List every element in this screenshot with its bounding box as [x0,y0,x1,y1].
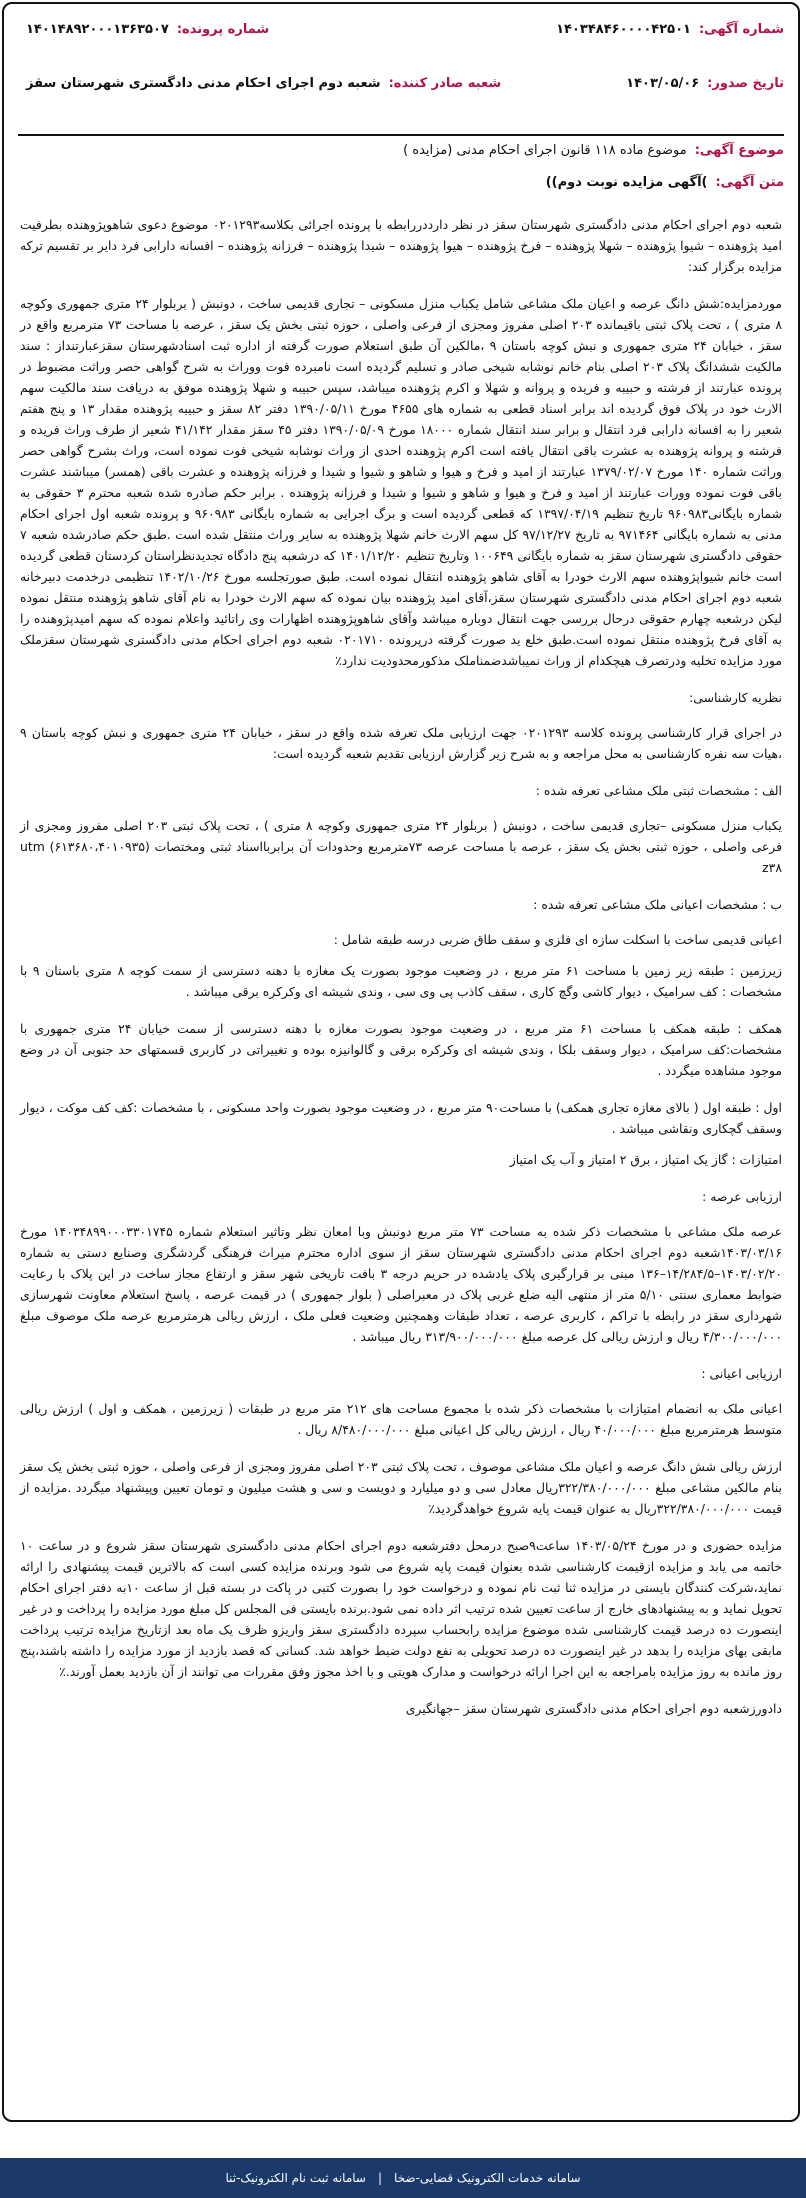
case-number: ۱۴۰۱۴۸۹۲۰۰۰۱۳۶۳۵۰۷ [26,22,169,37]
case-number-row [26,22,269,37]
subject-label: موضوع آگهی: [694,142,784,158]
issue-date-label: تاریخ صدور: [707,76,784,91]
land-evaluation-paragraph: عرصه ملک مشاعی با مشخصات ذکر شده به مساحت ۷۳ متر مربع دونبش وبا امعان نظر وتاثیر استعلام شماره ۱۴۰۳۴۸۹۹۰۰۰۳۳۰۱۷۴۵ مورخ ۱۴۰۳/۰۳/۱۶شعبه دوم اجرای احکام مدنی دادگستری شهرستان سقز از سوی اداره محترم میراث فرهنگی گردشگری وصنایع دستی به شماره ۱۴۰۳/۰۲/۲۰–۱۴/۲۸۴/۵–۱۳۶ مبنی بر قرارگیری پلاک یادشده در حریم درجه ۳ بافت تاریخی شهر سقز و ارتفاع مجاز ساخت در این پلاک با رعایت ضوابط معماری سنتی ۵/۱۰ متر از منتهی الیه ضلع غربی پلاک در معبراصلی ( بلوار جمهوری ) در قیمت عرصه ، پاسخ استعلام معاونت شهرسازی شهرداری سقز در رابطه با تراکم ، کاربری عرصه ، تعداد طبقات وهمچنین وضعیت فعلی ملک ، ارزش ریالی هرمترمربع عرصه ملک موصوف مبلغ ۴/۳۰۰/۰۰۰/۰۰۰ ریال و ارزش ریالی کل عرصه مبلغ ۳۱۳/۹۰۰/۰۰۰/۰۰۰ ریال میباشد . [20,1224,782,1344]
building-evaluation-paragraph: اعیانی ملک به انضمام امتیازات با مشخصات ذکر شده با مجموع مساحت های ۲۱۲ متر مربع در طبقات ( زیرزمین ، همکف و اول ) ارزش ریالی متوسط هرمترمربع مبلغ ۴۰/۰۰۰/۰۰۰ ریال ، ارزش ریالی کل اعیانی مبلغ ۸/۴۸۰/۰۰۰/۰۰۰ ریال . [20,1401,783,1437]
issuer: شعبه دوم اجرای احکام مدنی دادگستری شهرستان سقز [26,76,381,91]
building-specs-paragraph: اعیانی قدیمی ساخت با اسکلت سازه ای فلزی و سقف طاق ضربی درسه طبقه شامل : [333,932,782,947]
auction-subject-paragraph: موردمزایده:شش دانگ عرصه و اعیان ملک مشاعی شامل یکباب منزل مسکونی – تجاری قدیمی ساخت ، دونبش ( بربلوار ۲۴ متری جمهوری وکوچه ۸ متری ) ، تحت پلاک ثبتی باقیمانده ۲۰۳ اصلی مفروز ومجزی از فرعی واصلی ، حوزه ثبتی بخش یک سقز ، عرصه با مساحت ۷۳ مترمربع واقع در سقز ، خیابان ۲۴ متری جمهوری و نبش کوچه باستان ۹ ،مالکین آن طبق استعلام صورت گرفته از اداره ثبت اسنادشهرستان سقزعبارتنداز : سند مالکیت ششدانگ پلاک ۲۰۳ اصلی بنام خانم نوشابه شیخی صادر و تسلیم گردیده است نامبرده فوت ووراث به شرح گواهی حصر وراثت مضبوط در پرونده عبارتند از فرشته و حبیبه و فریده و پروانه و شهلا و اکرم پژوهنده میباشد، سپس حبیبه و شهلا پژوهنده موفق به دریافت سند مالکیت سهم الارث خود در پلاک فوق گردیده اند برابر اسناد قطعی به شماره های ۴۶۵۵ مورخ ۱۳۹۰/۰۵/۱۱ دفتر ۸۲ سقز و حبیبه پژوهنده مقدار ۱۳ و پنج هفتم شعیر را به افسانه دارابی فرد انتقال و برابر سند انتقال شماره ۱۸۰۰۰ مورخ ۱۳۹۰/۰۵/۰۹ دفتر ۴۵ سقز مقدار ۴۱/۱۴۲ شعیر از طرف وراث فریده و فرشته و پروانه پژوهنده به عشرت باقی انتقال یافته است اکرم پژوهنده احدی از وراث نوشابه شیخی فوت نموده است، وراث بشرح گواهی حصر وراثت شماره ۱۴۰ مورخ ۱۳۷۹/۰۲/۰۷ عبارتند از امید و فرخ و هیوا و شاهو و شیوا و شیدا و فرزانه پژوهنده و عشرت باقی (همسر) میباشند عشرت باقی فوت نموده وورات عبارتند از امید و فرخ و هیوا و شاهو و شیوا و شیدا و فرزانه پژوهنده . برابر حکم صادره شده شعبه محترم ۳ حقوقی به شماره بایگانی۹۶۰۹۸۳ تاریخ تنظیم ۱۳۹۷/۰۴/۱۹ که قطعی گردیده است و برگ اجرایی به شماره بایگانی ۹۶۰۹۸۳ و پرونده شعبه اول اجرای احکام مدنی به شماره بایگانی ۹۷۱۴۶۴ به تاریخ ۹۷/۱۲/۲۷ کل سهم الارث خانم شهلا پژوهنده به سایر وراث منتقل شده است .طبق حکم صادرشده شعبه ۷ حقوقی دادگستری شهرستان سقز به شماره بایگانی ۱۰۰۶۴۹ وتاریخ تنظیم ۱۴۰۱/۱۲/۲۰ که درشعبه پنج دادگاه تجدیدنظراستان کردستان قطعی گردیده است خانم شیواپژوهنده سهم الارث خودرا به آقای شاهو پژوهنده انتقال نموده است. طبق صورتجلسه مورخ ۱۴۰۲/۱۰/۲۶ تنظیمی درخدمت دبیرخانه شعبه دوم اجرای احکام مدنی دادگستری شهرستان سقز،آقای امید پژوهنده بیان نموده که سهم الارث خودرا به نام آقای شاهو پژوهنده منتقل نموده لیکن درشعبه چهارم حقوقی درحال بررسی جهت انتقال دوباره میباشد وآقای شاهوپژوهنده اظهارات وی راتائید واعلام نموده که سهم امیدپژوهنده را به آقای فرخ پژوهنده منتقل نموده است.طبق خلع ید صورت گرفته درپرونده ۰۲۰۱۷۱۰ شعبه دوم اجرای احکام مدنی دادگستری شهرستان سقزملک مورد مزایده تخلیه ودرتصرف هیچکدام از وراث نمیباشدضمناملک مذکورمحدودیت ندارد٪ [20,296,783,668]
footer-bar [0,2158,806,2198]
ground-floor-paragraph: همکف : طبقه همکف با مساحت ۶۱ متر مربع ، در وضعیت موجود بصورت مغازه با دهنه دسترسی از سمت خیابان ۲۴ متری جمهوری با مشخصات:کف سرامیک ، دیوار وسقف بلکا ، وندی شیشه ای وکرکره برقی و گالوانیزه بوده و تغییراتی در کاربری قسمتهای حد جنوبی آن در وضع موجود مشاهده میگردد . [20,1021,782,1078]
ad-card [2,2,800,2122]
registry-specs-paragraph: یکباب منزل مسکونی –تجاری قدیمی ساخت ، دونبش ( بربلوار ۲۴ متری جمهوری وکوچه ۸ متری ) ، تحت پلاک ثبتی ۲۰۳ اصلی مفروز ومجزی از فرعی واصلی ، حوزه ثبتی بخش یک سقز ، عرصه با مساحت عرصه ۷۳مترمربع وحدودات آن برابربااسناد ثبتی ومختصات (۶۱۳۶۸۰،۴۰۱۰۹۳۵) utm z۳۸ [20,818,783,875]
text-label: متن آگهی: [715,174,784,190]
issuer-label: شعبه صادر کننده: [388,76,502,91]
case-number-label: شماره پرونده: [176,22,270,37]
ad-body [20,214,782,1735]
expert-opinion-title: نظریه کارشناسی: [689,690,782,705]
auction-terms-paragraph: مزایده حضوری و در مورخ ۱۴۰۳/۰۵/۲۴ ساعت۹صبح درمحل دفترشعبه دوم اجرای احکام مدنی دادگستری شهرستان سقز شروع و در ساعت ۱۰ خاتمه می یابد و مزایده ازقیمت کارشناسی شده بعنوان قیمت پایه شروع می شود وبرنده مزایده کسی است که بالاترین قیمت پیشنهادی را ارائه نماید،شرکت کنندگان بایستی در مزایده ثنا ثبت نام نموده و درخواست خود را بصورت کتبی در پاکت در بسته قبل از ساعت ۱۰به دفتر اجرای احکام تحویل نماید و به پیشنهادهای خارج از ساعت تعیین شده ترتیب اثر داده نمی شود.برنده بایستی فی المجلس کل مبلغ مورد مزایده را پرداخت و در غیر اینصورت ده درصد قیمت کارشناسی شده موضوع مزایده رابحساب سپرده دادگستری سقز واریزو ظرف یک ماه بعد ازتاریخ مزایده ترتیب پرداخت مابقی بهای مزایده را بدهد در غیر اینصورت ده درصد تحویلی به نفع دولت ضبط خواهد شد. کسانی که قصد بازدید از مورد مزایده را داشته باشند،پنج روز مانده به روز مزایده بامراجعه به این اجرا ارائه درخواست و مدارک هویتی و با اخذ مجوز وفق مقررات می توانند از آن بازدید بعمل آورند.٪ [20,1538,783,1679]
registry-specs-title: الف : مشخصات ثبتی ملک مشاعی تعرفه شده : [535,783,782,798]
basement-paragraph: زیرزمین : طبقه زیر زمین با مساحت ۶۱ متر مربع ، در وضعیت موجود بصورت یک مغازه با دهنه دسترسی از سمت کوچه ۸ متری باستان ۹ با مشخصات : کف سرامیک ، دیوار کاشی وگچ کاری ، سقف کاذب پی وی سی ، وندی شیشه ای وکرکره برقی میباشد . [20,963,783,999]
text-title-row [18,166,784,198]
building-specs-title: ب : مشخصات اعیانی ملک مشاعی تعرفه شده : [533,897,782,912]
ad-number-row [556,22,784,37]
total-value-paragraph: ارزش ریالی شش دانگ عرصه و اعیان ملک مشاعی موصوف ، تحت پلاک ثبتی ۲۰۳ اصلی مفروز ومجزی از فرعی واصلی ، حوزه ثبتی بخش یک سقز بنام مالکین مشاعی مبلغ ۳۲۲/۳۸۰/۰۰۰/۰۰۰ریال معادل سی و دو میلیارد و دویست و سی و هشت میلیون و تومان تعیین وپیشنهاد میگردد .مزایده از قیمت ۳۲۲/۳۸۰/۰۰۰/۰۰۰ریال به عنوان قیمت پایه شروع خواهدگردید٪ [20,1459,782,1516]
ad-meta [18,134,784,198]
issuer-row [26,76,501,91]
footer-link-sana[interactable]: سامانه ثبت نام الکترونیک-ثنا [225,2171,366,2185]
ad-number-label: شماره آگهی: [698,22,784,37]
subject-row [18,134,784,166]
ad-header [18,16,784,136]
text-title: )آگهی مزایده نوبت دوم)) [545,174,708,190]
ad-number: ۱۴۰۳۴۸۴۶۰۰۰۰۴۲۵۰۱ [556,22,691,37]
subject: موضوع ماده ۱۱۸ قانون اجرای احکام مدنی (مزایده ) [403,142,687,158]
issue-date: ۱۴۰۳/۰۵/۰۶ [626,76,700,91]
intro-paragraph: شعبه دوم اجرای احکام مدنی دادگستری شهرستان سقز در نظر دارددررابطه با پرونده اجرائی بکلاسه۰۲۰۱۲۹۳ موضوع دعوی شاهوپژوهنده بطرفیت امید پژوهنده – شیوا پژوهنده – شهلا پژوهنده – فرخ پژوهنده – هیوا پژوهنده – شیدا پژوهنده – فرزانه پژوهنده – افسانه دارابی فرد دایر بر تقسیم ترکه مزایده برگزار کند: [20,217,782,274]
land-evaluation-title: ارزیابی عرصه : [702,1189,782,1204]
first-floor-paragraph: اول : طبقه اول ( بالای مغازه تجاری همکف) با مساحت۹۰ متر مربع ، در وضعیت موجود بصورت واحد مسکونی ، با مشخصات :کف کف موکت ، دیوار وسقف گچکاری ونقاشی میباشد . [20,1100,782,1136]
utilities-paragraph: امتیازات : گاز یک امتیاز ، برق ۲ امتیاز و آب یک امتیاز [509,1152,782,1167]
footer-link-zakha[interactable]: سامانه خدمات الکترونیک قضایی-ضخا [394,2171,581,2185]
signature-line: دادورزشعبه دوم اجرای احکام مدنی دادگستری شهرستان سقز –جهانگیری [405,1701,782,1716]
footer-separator: | [377,2171,382,2185]
issue-date-row [626,76,784,91]
expert-intro-paragraph: در اجرای قرار کارشناسی پرونده کلاسه ۰۲۰۱۲۹۳ جهت ارزیابی ملک تعرفه شده واقع در سقز ، خیابان ۲۴ متری جمهوری و نبش کوچه باستان ۹ ،هیات سه نفره کارشناسی به محل مراجعه و به شرح زیر گزارش ارزیابی تقدیم شعبه گردیده است: [20,725,782,761]
building-evaluation-title: ارزیابی اعیانی : [701,1366,782,1381]
